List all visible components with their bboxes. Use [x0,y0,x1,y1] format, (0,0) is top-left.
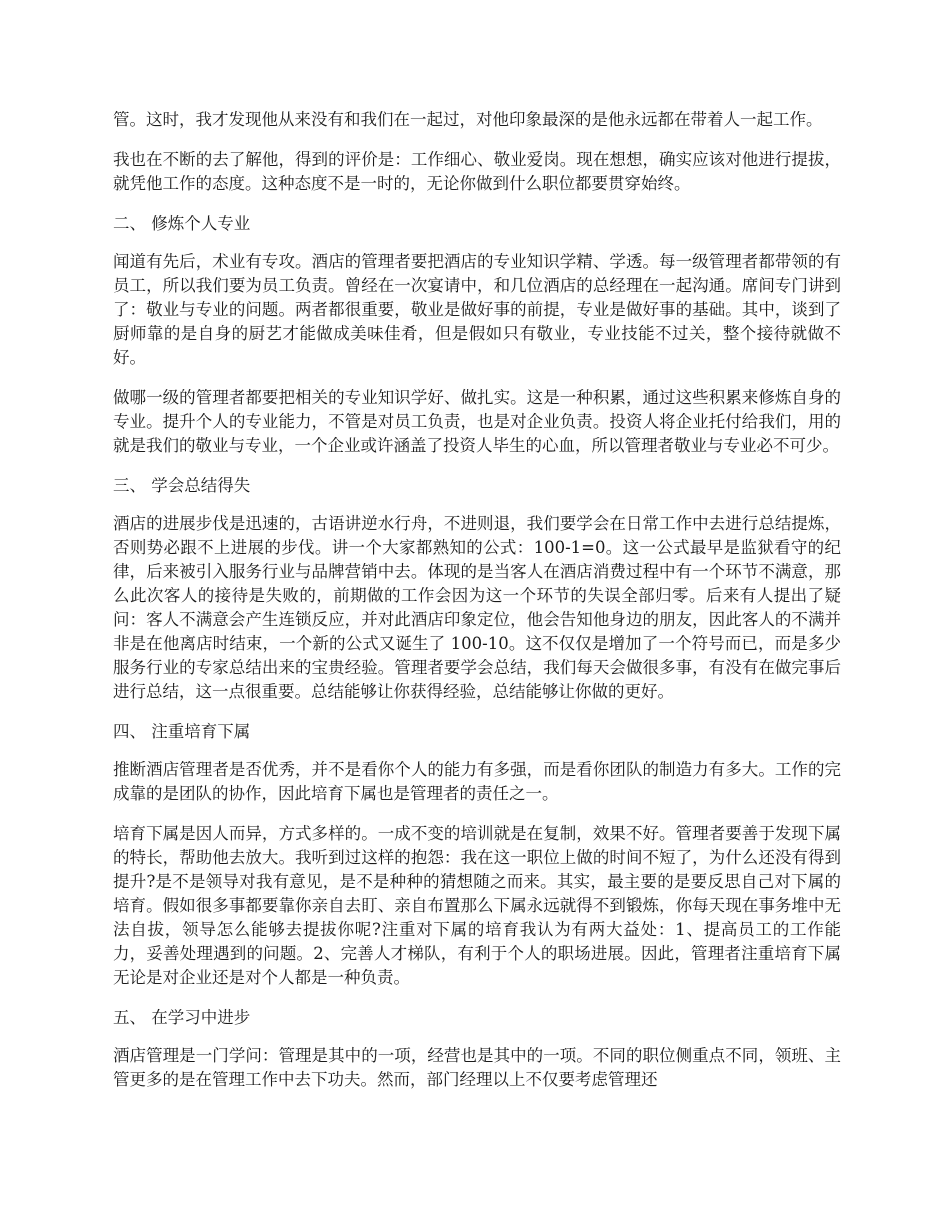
paragraph-manager-always-with-staff: 管。这时，我才发现他从来没有和我们在一起过，对他印象最深的是他永远都在带着人一起工作。 [113,110,823,129]
section-heading-3: 三、 学会总结得失 [113,476,251,495]
section-heading-4: 四、 注重培育下属 [113,722,251,741]
paragraph-hotel-management-learning: 酒店管理是一门学问：管理是其中的一项，经营也是其中的一项。不同的职位侧重点不同，领班、主管更多的是在管理工作中去下功夫。然而，部门经理以上不仅要考虑管理还 [113,1046,841,1089]
paragraph-evaluation-promotion: 我也在不断的去了解他，得到的评价是：工作细心、敬业爱岗。现在想想，确实应该对他进行提拔，就凭他工作的态度。这种态度不是一时的，无论你做到什么职位都要贯穿始终。 [113,150,841,193]
section-heading-5: 五、 在学习中进步 [113,1008,251,1027]
paragraph-dedication-professionalism: 做哪一级的管理者都要把相关的专业知识学好、做扎实。这是一种积累，通过这些积累来修炼自身的专业。提升个人的专业能力，不管是对员工负责，也是对企业负责。投资人将企业托付给我们，用的就是我们的敬业与专业，一个企业或许涵盖了投资人毕生的心血，所以管理者敬业与专业必不可少。 [113,388,841,455]
paragraph-summary-formula: 酒店的进展步伐是迅速的，古语讲逆水行舟，不进则退，我们要学会在日常工作中去进行总结提炼，否则势必跟不上进展的步伐。讲一个大家都熟知的公式：100-1=0。这一公式最早是监狱看守的纪律，后来被引入服务行业与品牌营销中去。体现的是当客人在酒店消费过程中有一个环节不满意，那么此次客人的接待是失败的，前期做的工作会因为这一个环节的失误全部归零。后来有人提出了疑问：客人不满意会产生连锁反应，并对此酒店印象定位，他会告知他身边的朋友，因此客人的不满并非是在他离店时结束，一个新的公式又诞生了 100-10。这不仅仅是增加了一个符号而已，而是多少服务行业的专家总结出来的宝贵经验。管理者要学会总结，我们每天会做很多事，有没有在做完事后进行总结，这一点很重要。总结能够让你获得经验，总结能够让你做的更好。 [113,514,841,701]
paragraph-team-creativity: 推断酒店管理者是否优秀，并不是看你个人的能力有多强，而是看你团队的制造力有多大。工作的完成靠的是团队的协作，因此培育下属也是管理者的责任之一。 [113,760,841,803]
document-body [113,108,841,1108]
paragraph-professional-knowledge: 闻道有先后，术业有专攻。酒店的管理者要把酒店的专业知识学精、学透。每一级管理者都带领的有员工，所以我们要为员工负责。曾经在一次宴请中，和几位酒店的总经理在一起沟通。席间专门讲到了：敬业与专业的问题。两者都很重要，敬业是做好事的前提，专业是做好事的基础。其中，谈到了厨师靠的是自身的厨艺才能做成美味佳肴，但是假如只有敬业，专业技能不过关，整个接待就做不好。 [113,252,841,367]
paragraph-training-subordinates: 培育下属是因人而异，方式多样的。一成不变的培训就是在复制，效果不好。管理者要善于发现下属的特长，帮助他去放大。我听到过这样的抱怨：我在这一职位上做的时间不短了，为什么还没有得到提升?是不是领导对我有意见，是不是种种的猜想随之而来。其实，最主要的是要反思自己对下属的培育。假如很多事都要靠你亲自去盯、亲自布置那么下属永远就得不到锻炼，你每天现在事务堆中无法自拔，领导怎么能够去提拔你呢?注重对下属的培育我认为有两大益处：1、提高员工的工作能力，妥善处理遇到的问题。2、完善人才梯队，有利于个人的职场进展。因此，管理者注重培育下属无论是对企业还是对个人都是一种负责。 [113,824,841,987]
section-heading-2: 二、 修炼个人专业 [113,214,251,233]
